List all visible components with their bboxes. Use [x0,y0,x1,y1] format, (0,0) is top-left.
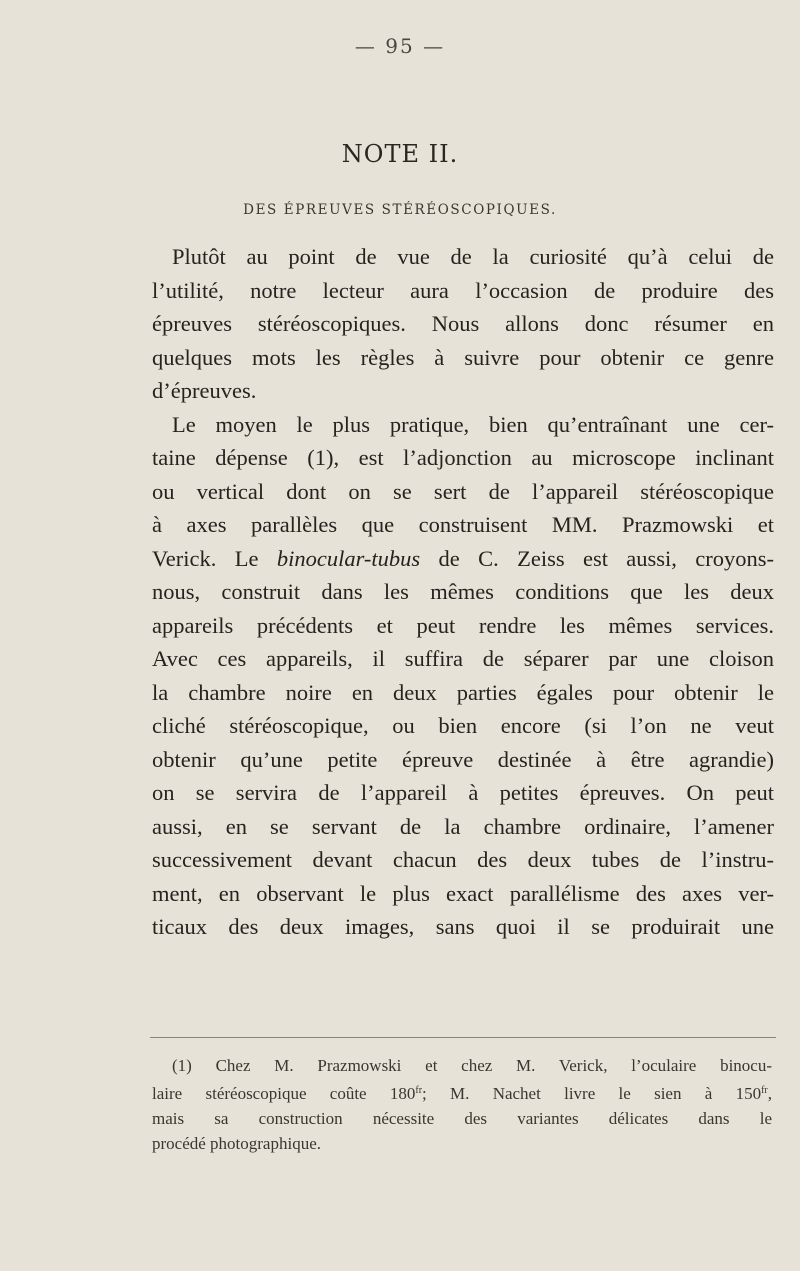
footnote-text: ; M. Nachet livre le sien à 150 [422,1084,762,1103]
footnote [152,1053,772,1156]
note-title: NOTE II. [341,140,459,168]
text-line: quelques mots les règles à suivre pour obtenir ce genre [152,344,774,370]
footnote-reference-marker: (1) [307,445,334,470]
footnote-reference[interactable] [307,445,333,470]
body-text [152,240,774,944]
currency-superscript: fr [761,1085,768,1096]
footnote-divider [150,1037,776,1038]
italic-term: binocular-tubus [276,545,421,571]
text-line: ticaux des deux images, sans quoi il se produirait une [152,914,774,939]
text-line: cliché stéréoscopique, ou bien encore (si l’on ne veut [152,713,774,738]
footnote-text: Chez M. Prazmowski et chez M. Verick, l’oculaire binocu- [215,1056,773,1075]
text-line: Avec ces appareils, il suffira de séparer par une cloison [152,646,774,671]
text-fragment: taine dépense [152,445,288,470]
text-line [152,441,774,475]
text-line: épreuves stéréoscopiques. Nous allons donc résumer en [152,311,774,336]
text-line: on se servira de l’appareil à petites épreuves. On peut [152,780,774,805]
page-number: — 95 — [354,34,446,58]
text-fragment: Verick. Le [152,545,259,571]
text-line: ment, en observant le plus exact parallélisme des axes ver- [152,880,774,906]
text-line: aussi, en se servant de la chambre ordinaire, l’amener [152,813,774,839]
footnote-marker: (1) [172,1056,192,1075]
text-line: ou vertical dont on se sert de l’appareil stéréoscopique [152,478,774,504]
text-fragment: de C. Zeiss est aussi, croyons- [438,545,775,571]
text-fragment: , est l’adjonction au microscope inclinant [333,445,775,470]
note-subtitle: DES ÉPREUVES STÉRÉOSCOPIQUES. [243,202,557,218]
text-line: d’épreuves. [152,378,257,403]
footnote-line: procédé photographique. [152,1134,321,1153]
text-line: l’utilité, notre lecteur aura l’occasion de produire des [152,277,774,303]
currency-superscript: fr [415,1085,423,1096]
text-line: Plutôt au point de vue de la curiosité qu’à celui de [172,244,774,269]
footnote-line [152,1053,772,1078]
text-line [152,542,774,576]
text-line: nous, construit dans les mêmes conditions que les deux [152,579,774,604]
text-line: appareils précédents et peut rendre les mêmes services. [152,612,774,638]
text-line: la chambre noire en deux parties égales pour obtenir le [152,679,774,705]
footnote-text: , [767,1084,772,1103]
footnote-text: laire stéréoscopique coûte 180 [152,1084,416,1103]
text-line: Le moyen le plus pratique, bien qu’entraînant une cer- [172,411,774,437]
footnote-line: mais sa construction nécessite des variantes délicates dans le [152,1109,772,1128]
text-line: successivement devant chacun des deux tubes de l’instru- [152,847,774,872]
text-line: à axes parallèles que construisent MM. Prazmowski et [152,512,774,537]
text-line: obtenir qu’une petite épreuve destinée à être agrandie) [152,746,774,772]
footnote-line [152,1078,772,1106]
